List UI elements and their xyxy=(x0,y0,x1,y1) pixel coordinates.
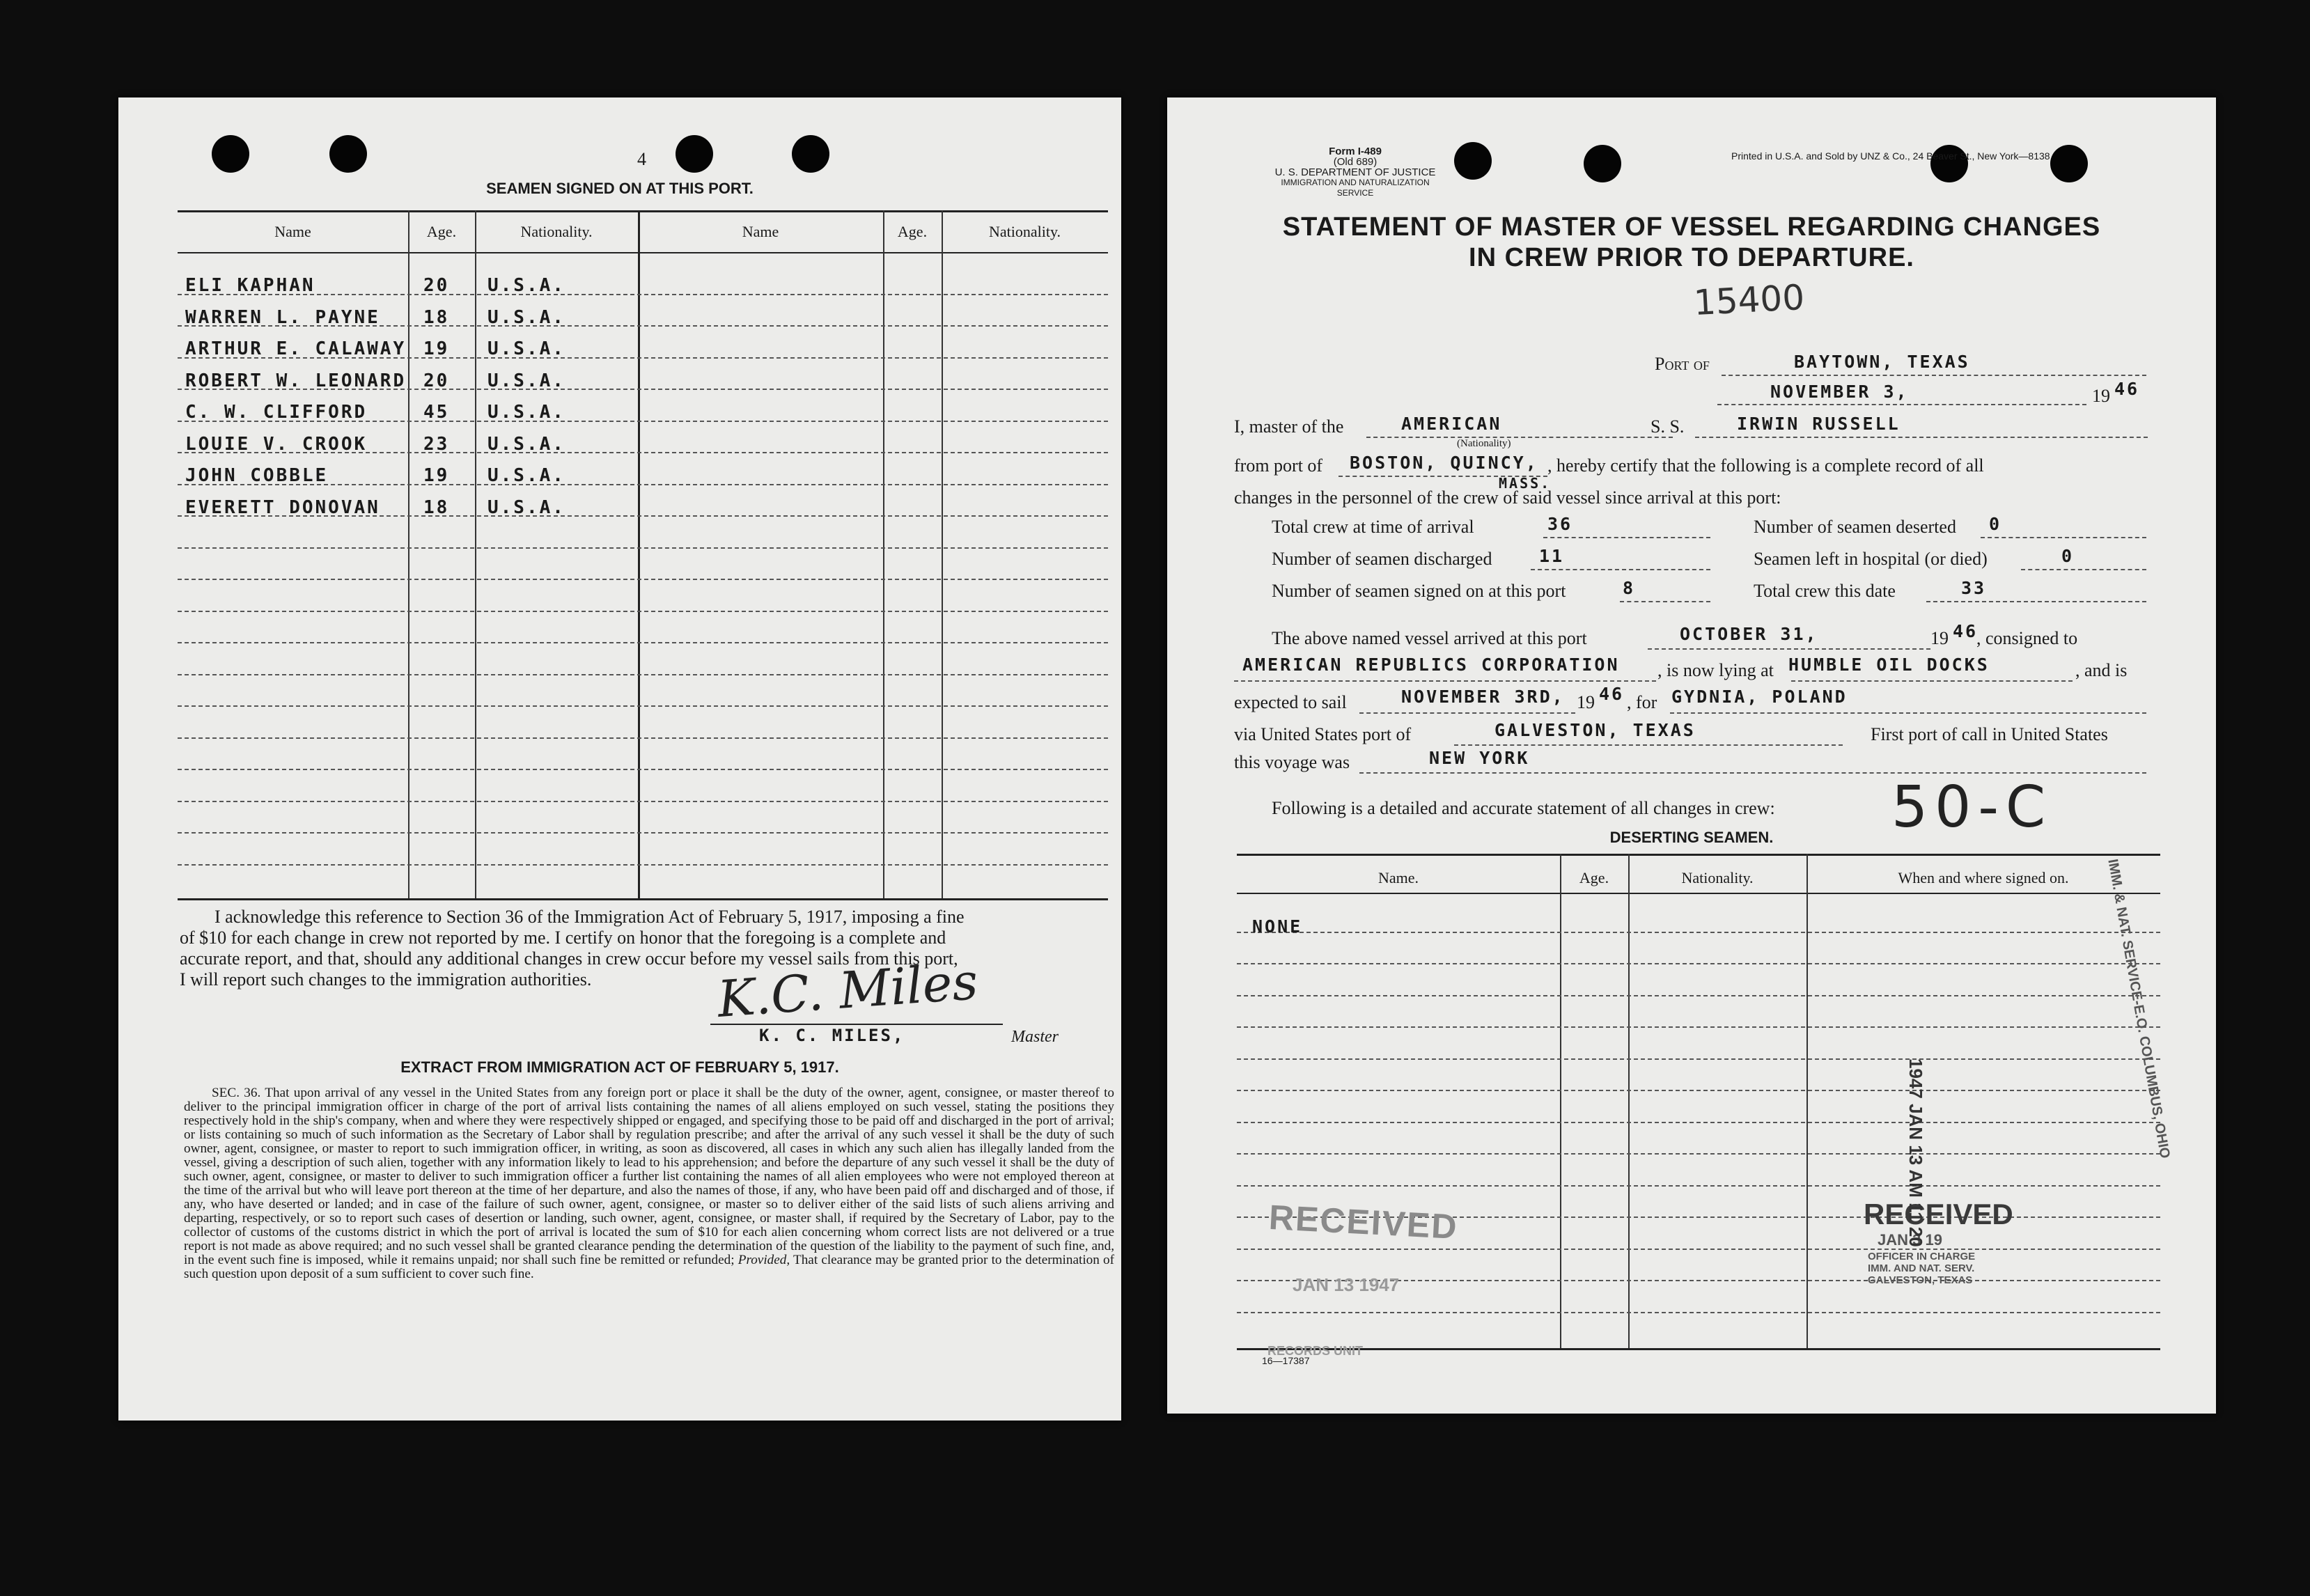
table-row: ELI KAPHAN xyxy=(185,275,315,296)
age-cell: 20 xyxy=(423,370,450,391)
discharged-value: 11 xyxy=(1539,546,1565,566)
crew-names xyxy=(185,270,408,524)
total-date-value: 33 xyxy=(1961,578,1987,598)
form-code: 16—17387 xyxy=(1262,1355,1310,1366)
from-port-value: BOSTON, QUINCY, xyxy=(1350,453,1538,473)
from-port-label: from port of xyxy=(1234,455,1323,476)
extract-body: SEC. 36. That upon arrival of any vessel in the United States from any foreign port or place it shall be the duty of the owner, agent, consignee, or master thereof to deliver to the principal immigration officer in charge of the port of arrival lists containing the names of all aliens employed on such vessel, stating the positions they respectively hold in the ship's company, when and where they were respectively shipped or engaged, and specifying those to be paid off and discharged in the port of arrival; or lists containing so much of such information as the Secretary of Labor shall by regulation prescribe; and after the arrival of any such vessel it shall be the duty of such owner, agent, consignee, or master to report to such immigration officer, in writing, as soon as discovered, all cases in which any such alien has illegally landed from the vessel, giving a description of such alien, together with any information likely to lead to his apprehension; and before the departure of any such vessel it shall be the duty of such owner, agent, consignee, or master to deliver to such immigration officer a further list containing the names of all alien employees who were not employed thereon at the time of the arrival but who will leave port thereon at the time of her departure, and also the names of those, if any, who have been paid off and discharged and of those, if any, who have deserted or landed; and in case of the failure of such owner, agent, consignee, or master so to deliver either of the said lists of such aliens arriving and departing, respectively, or so to report such cases of desertion or landing, such owner, agent, consignee, or master shall, if required by the Secretary of Labor, pay to the collector of customs of the customs district in which the port of arrival is located the sum of $10 for each alien concerning whom correct lists are not delivered or a true report is not made as above required; and no such vessel shall be granted clearance pending the determination of the question of the liability to the payment of such fine, and, in the event such fine is imposed, while it remains unpaid; nor shall such fine be remitted or refunded; Provided, That clearance may be granted prior to the determination of such question upon deposit of a sum sufficient to cover such fine. xyxy=(184,1086,1114,1281)
col-divider xyxy=(942,210,943,898)
table-top-rule xyxy=(178,210,1108,212)
punch-hole xyxy=(212,135,249,173)
and-is-text: , and is xyxy=(2075,660,2128,680)
sail-date: NOVEMBER 3RD, xyxy=(1401,687,1565,707)
total-date-label: Total crew this date xyxy=(1754,581,1896,601)
nationality-cell: U.S.A. xyxy=(487,496,565,518)
table-row: C. W. CLIFFORD xyxy=(185,402,368,423)
crew-nationalities xyxy=(487,270,565,524)
table-row: EVERETT DONOVAN xyxy=(185,496,380,518)
consignee-value: AMERICAN REPUBLICS CORPORATION xyxy=(1242,655,1620,675)
nationality-caption: (Nationality) xyxy=(1457,438,1511,449)
sail-year: 46 xyxy=(1599,684,1625,704)
signed-on-label: Number of seamen signed on at this port xyxy=(1272,581,1566,601)
right-page: Form I-489 (Old 689) U. S. DEPARTMENT OF JUSTICE IMMIGRATION AND NATURALIZATION SERVICE Printed in U.S.A. and Sold by UNZ & Co., 24 Beaver St., New York—8138 STATEMENT OF MASTER OF VESSEL REGARDING CHANGES IN CREW PRIOR TO DEPARTURE. 15400 Port of BAYTOWN, TEXAS NOVEMBER 3, 19 46 I, master of the AMERICAN (Nationality) S. S. IRWIN RUSSELL from port of BOSTON, QUINCY, MASS. , hereby certify that the following is a complete record of all changes in the personnel of the crew of said vessel since arrival at this port: Total crew at time of arrival 36 Number of seamen deserted 0 Number of seamen discharged 11 Seamen left in hospital (or died) 0 Number of seamen signed on at this port 8 Total crew this date 33 The above named vessel arrived at this port OCTOBER 31, 19 46 , consigned to AMERICAN REPUBLICS CORPORATION , is now lying at HUMBLE OIL DOCKS , and is expected to sail NOVEMBER 3RD, 19 46 , for GYDNIA, POLAND via United States port of GALVESTON, TEXAS First port of call in United States this voyage was NEW YORK Following is a detailed and accurate statement of all changes in crew: 50-C DESERTING SEAMEN. Name. Age. Nationality. When and where signed on. NONE RECEIVED JAN 13 1947 RECORDS UNIT RECEIVED JAN 3 19 OFFICER IN CHARGE IMM. AND NAT. SERV. GALVESTON, TEXAS 1947 JAN 13 AM 11 20 IMM. & NAT. SERVICE-E.O. COLUMBUS, OHIO 16—17387 xyxy=(1167,97,2216,1414)
signature-line xyxy=(710,1024,1003,1025)
deserted-value: 0 xyxy=(1989,514,2002,534)
year-value: 46 xyxy=(2114,379,2140,399)
ship-name: IRWIN RUSSELL xyxy=(1737,414,1901,434)
handwritten-file-number: 15400 xyxy=(1692,276,1806,324)
first-port-value: NEW YORK xyxy=(1429,748,1530,768)
via-text: via United States port of xyxy=(1234,724,1412,744)
handwritten-code: 50-C xyxy=(1891,774,2053,840)
section-title: SEAMEN SIGNED ON AT THIS PORT. xyxy=(486,180,754,197)
col-divider xyxy=(408,210,409,898)
certify-text: , hereby certify that the following is a complete record of all xyxy=(1547,455,1984,476)
deserted-label: Number of seamen deserted xyxy=(1754,517,1956,537)
punch-hole xyxy=(1584,145,1621,182)
arrived-text: The above named vessel arrived at this port xyxy=(1272,628,1587,648)
age-cell: 18 xyxy=(423,496,450,518)
col-divider xyxy=(475,210,476,898)
table-row: WARREN L. PAYNE xyxy=(185,306,380,328)
received-stamp: RECEIVED xyxy=(1267,1197,1459,1247)
punch-hole xyxy=(1454,142,1492,180)
table-bottom-rule xyxy=(178,898,1108,900)
punch-hole xyxy=(792,135,829,173)
received-stamp-2-date: JAN 3 19 xyxy=(1878,1231,1942,1249)
col-header-nationality-2: Nationality. xyxy=(988,223,1061,240)
des-header-signed: When and where signed on. xyxy=(1898,869,2069,886)
nationality-cell: U.S.A. xyxy=(487,465,565,486)
col-header-nationality: Nationality. xyxy=(520,223,593,240)
received-stamp-2-office: OFFICER IN CHARGE IMM. AND NAT. SERV. GALVESTON, TEXAS xyxy=(1868,1251,1976,1286)
col-header-age: Age. xyxy=(426,223,457,240)
total-arrival-label: Total crew at time of arrival xyxy=(1272,517,1474,537)
certify-text-2: changes in the personnel of the crew of said vessel since arrival at this port: xyxy=(1234,487,1781,508)
received-stamp-date: JAN 13 1947 xyxy=(1293,1274,1400,1295)
arrived-year: 46 xyxy=(1953,621,1979,641)
punch-hole xyxy=(2050,145,2088,182)
table-row: ROBERT W. LEONARD xyxy=(185,370,407,391)
ss-label: S. S. xyxy=(1650,416,1685,437)
nationality-cell: U.S.A. xyxy=(487,402,565,423)
received-stamp-2: RECEIVED xyxy=(1864,1198,2013,1230)
master-label: Master xyxy=(1011,1028,1059,1046)
from-port-state: MASS. xyxy=(1499,475,1552,492)
printer-note: Printed in U.S.A. and Sold by UNZ & Co., 24 Beaver St., New York—8138 xyxy=(1731,150,2050,162)
via-port-value: GALVESTON, TEXAS xyxy=(1495,720,1696,740)
nationality-cell: U.S.A. xyxy=(487,338,565,359)
table-header-rule xyxy=(178,252,1108,253)
col-header-age-2: Age. xyxy=(897,223,928,240)
lying-at-value: HUMBLE OIL DOCKS xyxy=(1788,655,1990,675)
nationality-cell: U.S.A. xyxy=(487,306,565,328)
arrived-date: OCTOBER 31, xyxy=(1680,624,1818,644)
nationality-cell: U.S.A. xyxy=(487,275,565,296)
des-header-name: Name. xyxy=(1378,869,1419,886)
consigned-text: , consigned to xyxy=(1976,628,2078,648)
total-arrival-value: 36 xyxy=(1547,514,1573,534)
punch-hole xyxy=(676,135,713,173)
master-signature: K.C. Miles xyxy=(715,952,980,1028)
col-divider xyxy=(638,210,640,898)
col-divider xyxy=(883,210,884,898)
vertical-date-stamp: 1947 JAN 13 AM 11 20 xyxy=(1905,1058,1926,1247)
table-row: ARTHUR E. CALAWAY xyxy=(185,338,407,359)
nationality-value: AMERICAN xyxy=(1401,414,1502,434)
des-header-nationality: Nationality. xyxy=(1681,869,1754,886)
table-row: LOUIE V. CROOK xyxy=(185,433,368,455)
master-prefix: I, master of the xyxy=(1234,416,1344,437)
page-number: 4 xyxy=(637,149,646,169)
table-row: JOHN COBBLE xyxy=(185,465,329,486)
discharged-label: Number of seamen discharged xyxy=(1272,549,1492,569)
port-label: Port of xyxy=(1655,354,1710,374)
des-entry: NONE xyxy=(1252,916,1303,937)
acknowledgement-text: I acknowledge this reference to Section 36 of the Immigration Act of February 5, 1917, imposing a fine of $10 for each change in crew not reported by me. I certify on honor that the foregoing is a complete and accurate report, and that, should any additional changes in crew occur before my vessel sails from this port, I will report such changes to the immigration authorities. xyxy=(180,907,965,989)
age-cell: 19 xyxy=(423,338,450,359)
vertical-service-stamp: IMM. & NAT. SERVICE-E.O. COLUMBUS, OHIO xyxy=(2105,858,2173,1160)
col-header-name-2: Name xyxy=(742,223,779,240)
first-port-text: First port of call in United States xyxy=(1871,724,2108,744)
voyage-text: this voyage was xyxy=(1234,752,1350,772)
form-header: Form I-489 (Old 689) U. S. DEPARTMENT OF JUSTICE IMMIGRATION AND NATURALIZATION SERVICE xyxy=(1274,146,1436,198)
nationality-cell: U.S.A. xyxy=(487,433,565,455)
punch-hole xyxy=(329,135,367,173)
age-cell: 19 xyxy=(423,465,450,486)
year-prefix: 19 xyxy=(2092,386,2110,406)
crew-ages xyxy=(423,270,449,524)
received-stamp-bottom: RECORDS UNIT xyxy=(1267,1344,1364,1358)
hospital-value: 0 xyxy=(2061,546,2075,566)
age-cell: 23 xyxy=(423,433,450,455)
for-text: , for xyxy=(1627,692,1657,712)
signed-on-value: 8 xyxy=(1623,578,1636,598)
master-name: K. C. MILES, xyxy=(759,1026,905,1045)
following-text: Following is a detailed and accurate statement of all changes in crew: xyxy=(1272,798,1775,818)
hospital-label: Seamen left in hospital (or died) xyxy=(1754,549,1988,569)
age-cell: 45 xyxy=(423,402,450,423)
nationality-cell: U.S.A. xyxy=(487,370,565,391)
form-title: STATEMENT OF MASTER OF VESSEL REGARDING CHANGES IN CREW PRIOR TO DEPARTURE. xyxy=(1282,212,2101,272)
age-cell: 18 xyxy=(423,306,450,328)
age-cell: 20 xyxy=(423,275,450,296)
des-header-age: Age. xyxy=(1579,869,1609,886)
deserting-title: DESERTING SEAMEN. xyxy=(1609,829,1774,846)
col-header-name: Name xyxy=(274,223,311,240)
date-value: NOVEMBER 3, xyxy=(1770,382,1909,402)
sail-text: expected to sail xyxy=(1234,692,1347,712)
extract-title: EXTRACT FROM IMMIGRATION ACT OF FEBRUARY 5, 1917. xyxy=(400,1058,839,1076)
lying-text: , is now lying at xyxy=(1657,660,1774,680)
port-value: BAYTOWN, TEXAS xyxy=(1794,352,1970,372)
left-page xyxy=(118,97,1121,1421)
destination-value: GYDNIA, POLAND xyxy=(1671,687,1848,707)
